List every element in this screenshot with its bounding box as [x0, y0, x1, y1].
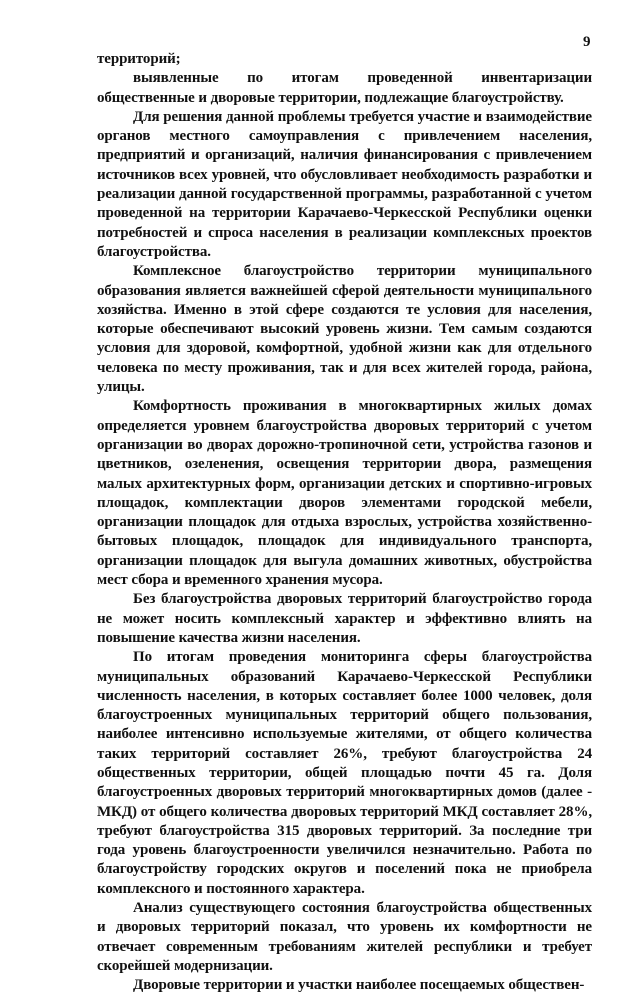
paragraph: Комфортность проживания в многоквартирных жилых домах определяется уровнем благоустройства дворовых территорий с учетом организации во дворах дорожно-тропиночной сети, устройства газонов и цветников, озеленения, освещения территории двора, размещения малых архитектурных форм, организации детских и спортивно-игровых площадок, комплектации дворов элементами городской мебели, организации площадок для отдыха взрослых, устройства хозяйственно-бытовых площадок, площадок для индивидуального транспорта, организации площадок для выгула домашних животных, обустройства мест сбора и временного хранения мусора.: [97, 398, 592, 589]
paragraph: По итогам проведения мониторинга сферы благоустройства муниципальных образований Карачаево-Черкесской Республики численность населения, в которых составляет более 1000 человек, доля благоустроенных муниципальных территорий общего пользования, наиболее интенсивно используемые жителями, от общего количества таких территорий составляет 26%, требуют благоустройства 24 общественных территории, общей площадью почти 45 га. Доля благоустроенных дворовых территорий многоквартирных домов (далее - МКД) от общего количества дворовых территорий МКД составляет 28%, требуют благоустройства 315 дворовых территорий. За последние три года уровень благоустроенности увеличился незначительно. Работа по благоустройству городских округов и поселений пока не приобрела комплексного и постоянного характера.: [97, 649, 592, 897]
paragraph: Дворовые территории и участки наиболее посещаемых обществен-: [133, 977, 585, 994]
paragraph: Комплексное благоустройство территории муниципального образования является важнейшей сферой деятельности муниципального хозяйства. Именно в этой сфере создаются те условия для населения, которые обеспечивают высокий уровень жизни. Тем самым создаются условия для здоровой, комфортной, удобной жизни как для отдельного человека по месту проживания, так и для всех жителей города, района, улицы.: [97, 263, 592, 396]
body-text: [97, 50, 592, 996]
paragraph: выявленные по итогам проведенной инвентаризации общественные и дворовые территории, подлежащие благоустройству.: [97, 70, 592, 106]
page-number: 9: [583, 34, 591, 50]
paragraph: территорий;: [97, 51, 181, 67]
paragraph: Для решения данной проблемы требуется участие и взаимодействие органов местного самоуправления с привлечением населения, предприятий и организаций, наличия финансирования с привлечением источников всех уровней, что обусловливает необходимость разработки и реализации данной государственной программы, разработанной с учетом проведенной на территории Карачаево-Черкесской Республики оценки потребностей и спроса населения в реализации комплексных проектов благоустройства.: [97, 108, 592, 260]
paragraph: Анализ существующего состояния благоустройства общественных и дворовых территорий показал, что уровень их комфортности не отвечает современным требованиям жителей республики и требует скорейшей модернизации.: [97, 900, 592, 974]
paragraph: Без благоустройства дворовых территорий благоустройство города не может носить комплексный характер и эффективно влиять на повышение качества жизни населения.: [97, 591, 592, 646]
